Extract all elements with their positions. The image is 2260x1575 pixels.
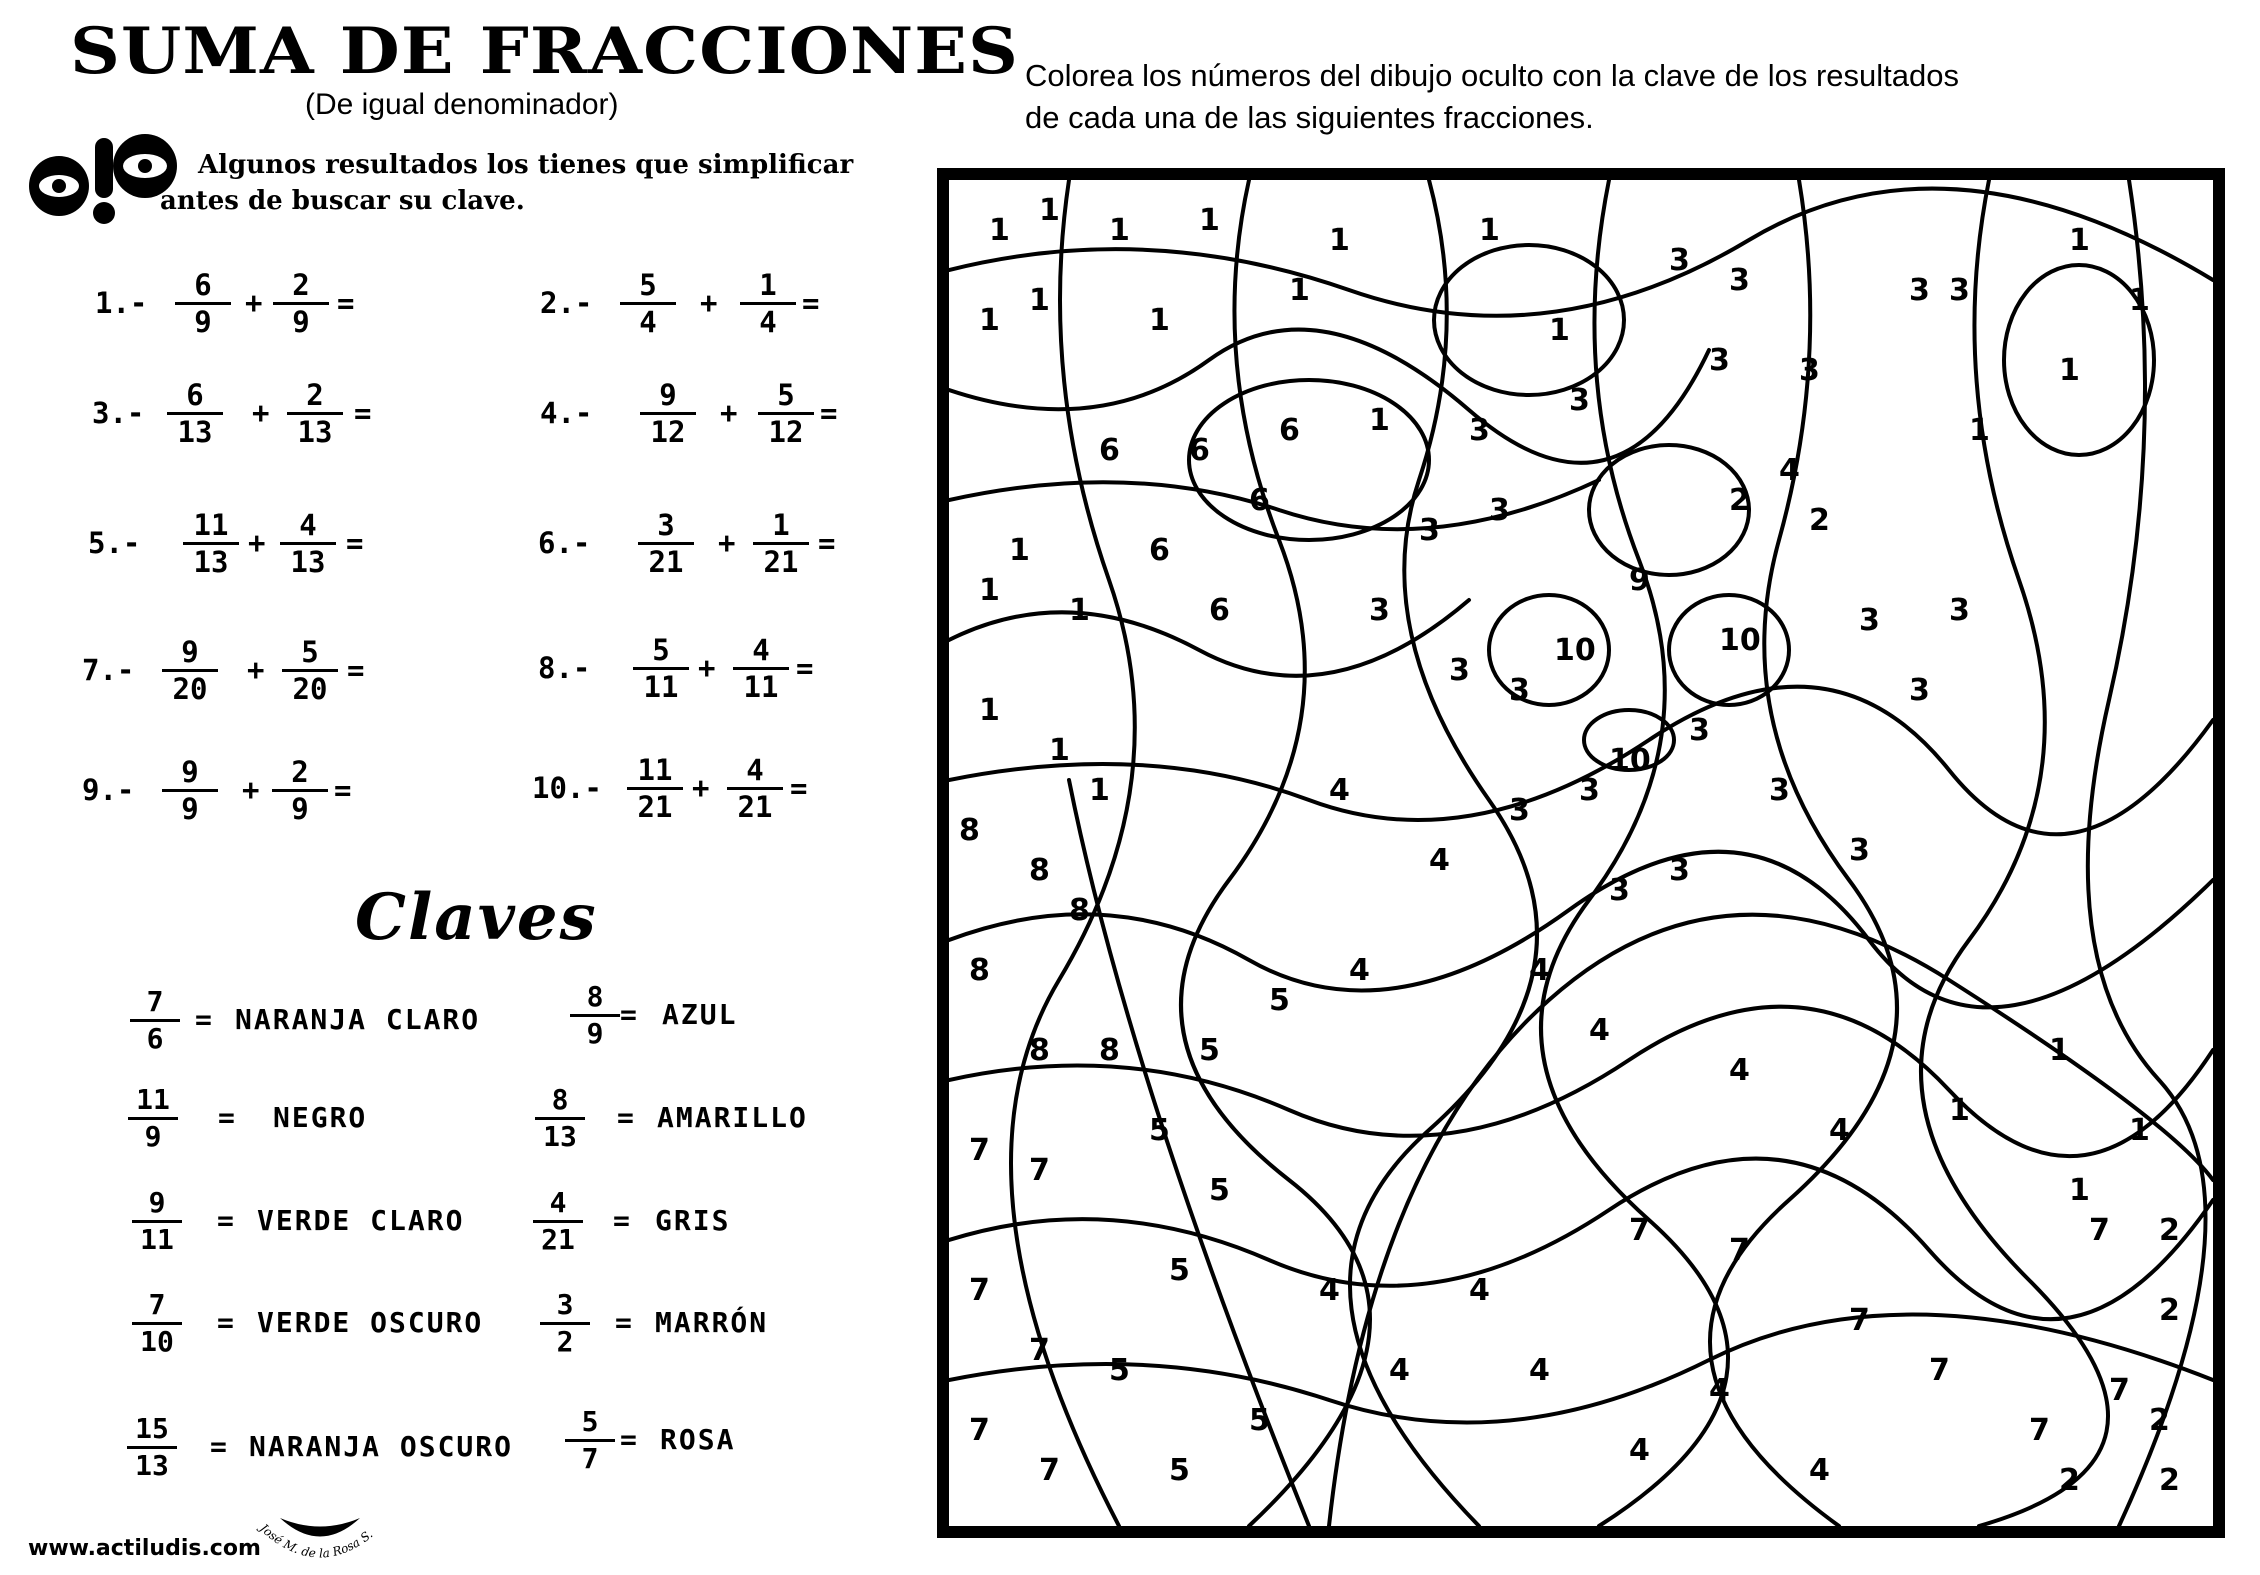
svg-text:1: 1 — [1329, 223, 1350, 258]
key-fraction — [127, 1412, 177, 1483]
svg-text:4: 4 — [1529, 1353, 1550, 1388]
svg-text:3: 3 — [1369, 593, 1390, 628]
note-line-1: Algunos resultados los tienes que simplificar — [198, 150, 854, 180]
equals-sign: = — [210, 1430, 227, 1463]
key-color-name: GRIS — [655, 1204, 731, 1237]
numerator: 7 — [130, 985, 180, 1022]
fraction-b — [280, 508, 336, 579]
key-fraction — [535, 1083, 585, 1154]
fraction-a — [620, 268, 676, 339]
equals-sign: = — [820, 396, 838, 430]
svg-text:2: 2 — [2149, 1403, 2170, 1438]
equals-sign: = — [818, 526, 836, 560]
svg-text:7: 7 — [1029, 1153, 1050, 1188]
claves-heading: Claves — [355, 880, 598, 955]
svg-text:3: 3 — [1509, 673, 1530, 708]
key-fraction — [128, 1083, 178, 1154]
denominator: 21 — [637, 790, 673, 824]
svg-text:1: 1 — [1289, 273, 1310, 308]
svg-text:3: 3 — [1469, 413, 1490, 448]
svg-text:4: 4 — [1349, 953, 1370, 988]
plus-sign: + — [247, 653, 265, 687]
denominator: 13 — [297, 415, 333, 449]
plus-sign: + — [242, 773, 260, 807]
numerator: 5 — [758, 378, 814, 415]
numerator: 3 — [638, 508, 694, 545]
svg-text:1: 1 — [2129, 1113, 2150, 1148]
svg-text:4: 4 — [1709, 1373, 1730, 1408]
denominator: 4 — [639, 305, 657, 339]
exercise-label: 10.- — [532, 771, 602, 805]
denominator: 9 — [144, 1120, 162, 1153]
numerator: 6 — [167, 378, 223, 415]
svg-text:4: 4 — [1629, 1433, 1650, 1468]
instruction-line-1: Colorea los números del dibujo oculto con la clave de los resultados — [1025, 58, 1959, 93]
equals-sign: = — [620, 998, 637, 1031]
fraction-a — [627, 753, 683, 824]
denominator: 9 — [586, 1017, 604, 1050]
svg-text:1: 1 — [979, 693, 1000, 728]
svg-text:6: 6 — [1279, 413, 1300, 448]
svg-text:1: 1 — [1009, 533, 1030, 568]
svg-text:3: 3 — [1709, 343, 1730, 378]
svg-text:7: 7 — [969, 1273, 990, 1308]
svg-text:3: 3 — [1509, 793, 1530, 828]
svg-text:1: 1 — [1049, 733, 1070, 768]
website-link[interactable]: www.actiludis.com — [28, 1536, 261, 1561]
exercise-label: 2.- — [540, 286, 593, 320]
numerator: 15 — [127, 1412, 177, 1449]
svg-text:3: 3 — [1949, 593, 1970, 628]
numerator: 2 — [273, 268, 329, 305]
svg-text:3: 3 — [1419, 513, 1440, 548]
denominator: 4 — [759, 305, 777, 339]
key-fraction — [130, 985, 180, 1056]
svg-text:6: 6 — [1249, 483, 1270, 518]
svg-text:4: 4 — [1829, 1113, 1850, 1148]
svg-text:5: 5 — [1149, 1113, 1170, 1148]
svg-text:2: 2 — [2159, 1293, 2180, 1328]
numerator: 5 — [565, 1405, 615, 1442]
svg-text:3: 3 — [1689, 713, 1710, 748]
svg-text:8: 8 — [969, 953, 990, 988]
svg-text:1: 1 — [1089, 773, 1110, 808]
svg-text:8: 8 — [1029, 1033, 1050, 1068]
fraction-a — [633, 633, 689, 704]
svg-text:1: 1 — [1549, 313, 1570, 348]
numerator: 5 — [282, 635, 338, 672]
key-color-name: NARANJA OSCURO — [249, 1430, 514, 1463]
svg-text:1: 1 — [2059, 353, 2080, 388]
svg-text:6: 6 — [1099, 433, 1120, 468]
numerator: 1 — [740, 268, 796, 305]
svg-text:7: 7 — [1849, 1303, 1870, 1338]
key-color-name: ROSA — [660, 1423, 736, 1456]
equals-sign: = — [354, 396, 372, 430]
key-color-name: AMARILLO — [657, 1101, 808, 1134]
svg-text:8: 8 — [1029, 853, 1050, 888]
key-fraction — [533, 1186, 583, 1257]
equals-sign: = — [334, 773, 352, 807]
svg-text:2: 2 — [2159, 1463, 2180, 1498]
numerator: 9 — [162, 635, 218, 672]
equals-sign: = — [615, 1306, 632, 1339]
numerator: 4 — [280, 508, 336, 545]
exercise-label: 7.- — [82, 653, 135, 687]
svg-text:3: 3 — [1949, 273, 1970, 308]
denominator: 21 — [648, 545, 684, 579]
plus-sign: + — [720, 396, 738, 430]
fraction-b — [727, 753, 783, 824]
svg-text:5: 5 — [1209, 1173, 1230, 1208]
plus-sign: + — [245, 286, 263, 320]
denominator: 10 — [140, 1325, 174, 1358]
key-fraction — [540, 1288, 590, 1359]
denominator: 11 — [643, 670, 679, 704]
key-fraction — [132, 1186, 182, 1257]
svg-text:3: 3 — [1609, 873, 1630, 908]
svg-text:3: 3 — [1799, 353, 1820, 388]
denominator: 21 — [737, 790, 773, 824]
svg-text:6: 6 — [1189, 433, 1210, 468]
svg-text:1: 1 — [2069, 1173, 2090, 1208]
numerator: 3 — [540, 1288, 590, 1325]
svg-text:1: 1 — [989, 213, 1010, 248]
svg-text:3: 3 — [1849, 833, 1870, 868]
fraction-a — [162, 755, 218, 826]
svg-text:4: 4 — [1809, 1453, 1830, 1488]
denominator: 13 — [193, 545, 229, 579]
svg-text:1: 1 — [1369, 403, 1390, 438]
denominator: 21 — [541, 1223, 575, 1256]
svg-text:1: 1 — [1109, 213, 1130, 248]
denominator: 6 — [146, 1022, 164, 1055]
plus-sign: + — [718, 526, 736, 560]
svg-text:5: 5 — [1169, 1253, 1190, 1288]
hidden-picture-icon — [949, 180, 2213, 1526]
svg-text:2: 2 — [2159, 1213, 2180, 1248]
svg-text:10: 10 — [1554, 633, 1596, 668]
svg-text:4: 4 — [1779, 453, 1800, 488]
numerator: 2 — [272, 755, 328, 792]
equals-sign: = — [790, 771, 808, 805]
svg-text:9: 9 — [1629, 563, 1650, 598]
svg-text:7: 7 — [1929, 1353, 1950, 1388]
svg-text:7: 7 — [2029, 1413, 2050, 1448]
svg-text:7: 7 — [969, 1133, 990, 1168]
svg-text:2: 2 — [2059, 1463, 2080, 1498]
equals-sign: = — [337, 286, 355, 320]
exercise-label: 6.- — [538, 526, 591, 560]
key-color-name: VERDE CLARO — [257, 1204, 465, 1237]
plus-sign: + — [700, 286, 718, 320]
svg-text:10: 10 — [1719, 623, 1761, 658]
svg-text:1: 1 — [1029, 283, 1050, 318]
fraction-b — [740, 268, 796, 339]
svg-text:3: 3 — [1669, 853, 1690, 888]
page-subtitle: (De igual denominador) — [305, 88, 619, 121]
key-color-name: NEGRO — [273, 1101, 368, 1134]
svg-text:3: 3 — [1729, 263, 1750, 298]
fraction-b — [287, 378, 343, 449]
signature-logo-icon — [240, 1500, 400, 1570]
instruction-line-2: de cada una de las siguientes fracciones. — [1025, 100, 1594, 135]
svg-text:1: 1 — [1949, 1093, 1970, 1128]
svg-text:6: 6 — [1209, 593, 1230, 628]
svg-text:7: 7 — [1039, 1453, 1060, 1488]
numerator: 5 — [620, 268, 676, 305]
equals-sign: = — [620, 1423, 637, 1456]
svg-text:8: 8 — [959, 813, 980, 848]
instruction-text — [1025, 55, 2145, 139]
svg-text:3: 3 — [1449, 653, 1470, 688]
key-color-name: MARRÓN — [655, 1306, 769, 1339]
denominator: 13 — [543, 1120, 577, 1153]
exercise-label: 3.- — [92, 396, 145, 430]
denominator: 9 — [292, 305, 310, 339]
svg-text:3: 3 — [1909, 673, 1930, 708]
svg-text:3: 3 — [1569, 383, 1590, 418]
denominator: 9 — [291, 792, 309, 826]
denominator: 13 — [135, 1449, 169, 1482]
key-color-name: AZUL — [662, 998, 738, 1031]
numerator: 11 — [128, 1083, 178, 1120]
denominator: 9 — [194, 305, 212, 339]
svg-text:1: 1 — [1969, 413, 1990, 448]
numerator: 11 — [627, 753, 683, 790]
denominator: 21 — [763, 545, 799, 579]
svg-text:4: 4 — [1329, 773, 1350, 808]
svg-text:5: 5 — [1199, 1033, 1220, 1068]
numerator: 9 — [640, 378, 696, 415]
hidden-picture-puzzle — [937, 168, 2225, 1538]
fraction-a — [640, 378, 696, 449]
equals-sign: = — [217, 1204, 234, 1237]
key-fraction — [132, 1288, 182, 1359]
equals-sign: = — [195, 1003, 212, 1036]
svg-text:3: 3 — [1669, 243, 1690, 278]
svg-text:7: 7 — [1729, 1233, 1750, 1268]
numerator: 4 — [733, 633, 789, 670]
svg-text:4: 4 — [1589, 1013, 1610, 1048]
key-fraction — [565, 1405, 615, 1476]
numerator: 7 — [132, 1288, 182, 1325]
denominator: 11 — [743, 670, 779, 704]
exercise-label: 8.- — [538, 651, 591, 685]
equals-sign: = — [218, 1101, 235, 1134]
svg-text:7: 7 — [1029, 1333, 1050, 1368]
denominator: 13 — [177, 415, 213, 449]
denominator: 12 — [768, 415, 804, 449]
svg-text:3: 3 — [1859, 603, 1880, 638]
fraction-b — [282, 635, 338, 706]
numerator: 8 — [570, 980, 620, 1017]
svg-text:3: 3 — [1769, 773, 1790, 808]
svg-text:4: 4 — [1389, 1353, 1410, 1388]
svg-text:1: 1 — [979, 303, 1000, 338]
note-line-2: antes de buscar su clave. — [160, 186, 525, 216]
exercise-label: 5.- — [88, 526, 141, 560]
numerator: 9 — [162, 755, 218, 792]
fraction-b — [753, 508, 809, 579]
svg-text:1: 1 — [1069, 593, 1090, 628]
svg-text:3: 3 — [1489, 493, 1510, 528]
denominator: 13 — [290, 545, 326, 579]
numerator: 1 — [753, 508, 809, 545]
svg-text:4: 4 — [1429, 843, 1450, 878]
svg-text:5: 5 — [1269, 983, 1290, 1018]
svg-text:3: 3 — [1579, 773, 1600, 808]
exercise-label: 1.- — [95, 286, 148, 320]
numerator: 4 — [533, 1186, 583, 1223]
key-fraction — [570, 980, 620, 1051]
svg-text:4: 4 — [1729, 1053, 1750, 1088]
fraction-a — [638, 508, 694, 579]
key-color-name: NARANJA CLARO — [235, 1003, 481, 1036]
plus-sign: + — [692, 771, 710, 805]
svg-text:7: 7 — [2109, 1373, 2130, 1408]
denominator: 20 — [292, 672, 328, 706]
svg-text:1: 1 — [2049, 1033, 2070, 1068]
svg-text:4: 4 — [1529, 953, 1550, 988]
svg-text:1: 1 — [1199, 203, 1220, 238]
denominator: 12 — [650, 415, 686, 449]
denominator: 7 — [581, 1442, 599, 1475]
svg-text:José M. de la Rosa S. — [255, 1519, 375, 1560]
numerator: 4 — [727, 753, 783, 790]
svg-text:1: 1 — [1039, 193, 1060, 228]
svg-text:4: 4 — [1469, 1273, 1490, 1308]
equals-sign: = — [613, 1204, 630, 1237]
denominator: 11 — [140, 1223, 174, 1256]
svg-text:8: 8 — [1069, 893, 1090, 928]
svg-text:1: 1 — [1479, 213, 1500, 248]
numerator: 11 — [183, 508, 239, 545]
svg-text:10: 10 — [1609, 743, 1651, 778]
svg-text:1: 1 — [2069, 223, 2090, 258]
fraction-b — [733, 633, 789, 704]
svg-text:1: 1 — [1149, 303, 1170, 338]
svg-text:5: 5 — [1249, 1403, 1270, 1438]
numerator: 2 — [287, 378, 343, 415]
svg-text:2: 2 — [1809, 503, 1830, 538]
numerator: 5 — [633, 633, 689, 670]
fraction-b — [272, 755, 328, 826]
note-text — [160, 147, 920, 219]
svg-text:7: 7 — [969, 1413, 990, 1448]
numerator: 6 — [175, 268, 231, 305]
key-color-name: VERDE OSCURO — [257, 1306, 484, 1339]
svg-text:4: 4 — [1319, 1273, 1340, 1308]
svg-text:5: 5 — [1109, 1353, 1130, 1388]
page-title: SUMA DE FRACCIONES — [70, 14, 1020, 89]
plus-sign: + — [248, 526, 266, 560]
plus-sign: + — [698, 651, 716, 685]
exercise-label: 9.- — [82, 773, 135, 807]
svg-text:7: 7 — [2089, 1213, 2110, 1248]
equals-sign: = — [346, 526, 364, 560]
denominator: 20 — [172, 672, 208, 706]
denominator: 9 — [181, 792, 199, 826]
exercise-label: 4.- — [540, 396, 593, 430]
equals-sign: = — [347, 653, 365, 687]
svg-text:8: 8 — [1099, 1033, 1120, 1068]
svg-text:1: 1 — [2129, 283, 2150, 318]
svg-text:3: 3 — [1909, 273, 1930, 308]
fraction-a — [183, 508, 239, 579]
equals-sign: = — [796, 651, 814, 685]
equals-sign: = — [217, 1306, 234, 1339]
numerator: 8 — [535, 1083, 585, 1120]
fraction-b — [758, 378, 814, 449]
numerator: 9 — [132, 1186, 182, 1223]
fraction-a — [175, 268, 231, 339]
svg-text:5: 5 — [1169, 1453, 1190, 1488]
fraction-b — [273, 268, 329, 339]
svg-text:2: 2 — [1729, 483, 1750, 518]
plus-sign: + — [252, 396, 270, 430]
denominator: 2 — [556, 1325, 574, 1358]
svg-text:7: 7 — [1629, 1213, 1650, 1248]
equals-sign: = — [802, 286, 820, 320]
svg-text:1: 1 — [979, 573, 1000, 608]
fraction-a — [167, 378, 223, 449]
fraction-a — [162, 635, 218, 706]
svg-text:6: 6 — [1149, 533, 1170, 568]
equals-sign: = — [617, 1101, 634, 1134]
signature-text: José M. de la Rosa S. — [257, 1521, 376, 1561]
